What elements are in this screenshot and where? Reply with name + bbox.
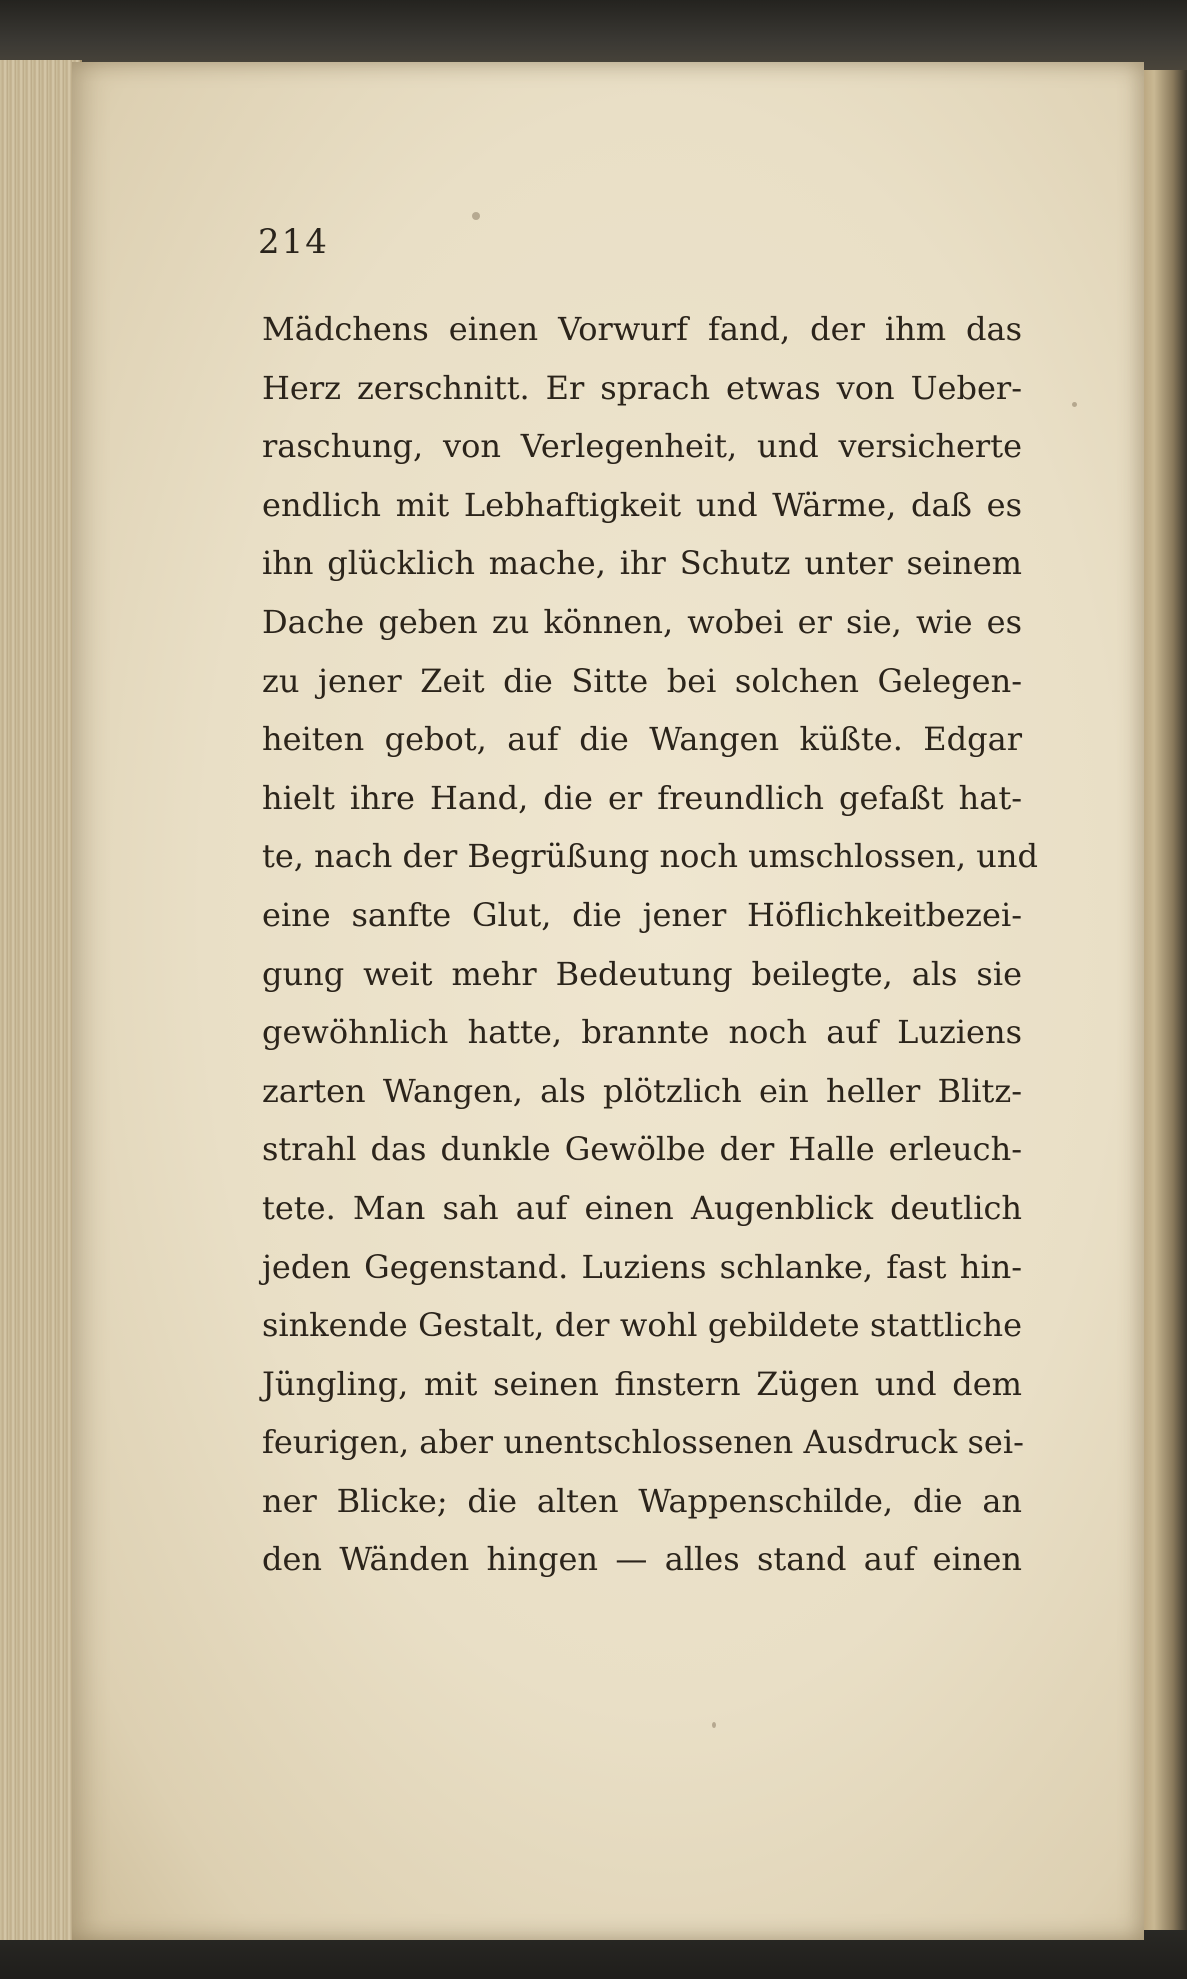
text-line: gewöhnlich hatte, brannte noch auf Luziens [262, 1013, 1022, 1052]
text-line: jeden Gegenstand. Luziens schlanke, fast hin- [262, 1247, 1022, 1286]
paper-speck [472, 212, 480, 220]
text-line: sinkende Gestalt, der wohl gebildete stattliche [262, 1306, 1022, 1345]
text-line: den Wänden hingen — alles stand auf einen [262, 1540, 1022, 1579]
text-line: endlich mit Lebhaftigkeit und Wärme, daß es [262, 485, 1022, 524]
text-line: Jüngling, mit seinen finstern Zügen und dem [262, 1364, 1022, 1403]
page-edges-right [1140, 70, 1187, 1930]
paper-speck [1072, 402, 1077, 407]
text-line: tete. Man sah auf einen Augenblick deutlich [262, 1188, 1022, 1227]
text-line: zu jener Zeit die Sitte bei solchen Gelegen- [262, 661, 1022, 700]
paper-speck [712, 1722, 716, 1728]
text-line: ihn glücklich mache, ihr Schutz unter seinem [262, 544, 1022, 583]
text-line: Mädchens einen Vorwurf fand, der ihm das [262, 310, 1022, 348]
book-cover-top [0, 0, 1187, 70]
text-line: te, nach der Begrüßung noch umschlossen, und [262, 837, 1038, 876]
text-line: strahl das dunkle Gewölbe der Halle erleuch- [262, 1130, 1022, 1169]
text-line: feurigen, aber unentschlossenen Ausdruck sei- [262, 1423, 1024, 1462]
page-edges-left [0, 60, 82, 1940]
page-number: 214 [258, 222, 329, 262]
text-line: ner Blicke; die alten Wappenschilde, die an [262, 1481, 1022, 1520]
text-line: Herz zerschnitt. Er sprach etwas von Ueber- [262, 368, 1022, 407]
text-line: hielt ihre Hand, die er freundlich gefaßt hat- [262, 778, 1022, 817]
text-line: raschung, von Verlegenheit, und versicherte [262, 427, 1022, 466]
text-line: zarten Wangen, als plötzlich ein heller Blitz- [262, 1071, 1022, 1110]
text-line: gung weit mehr Bedeutung beilegte, als sie [262, 954, 1022, 993]
text-line: heiten gebot, auf die Wangen küßte. Edgar [262, 720, 1022, 759]
body-text [262, 300, 1038, 1589]
text-line: Dache geben zu können, wobei er sie, wie es [262, 602, 1022, 641]
text-line: eine sanfte Glut, die jener Höflichkeitbezei- [262, 895, 1022, 934]
